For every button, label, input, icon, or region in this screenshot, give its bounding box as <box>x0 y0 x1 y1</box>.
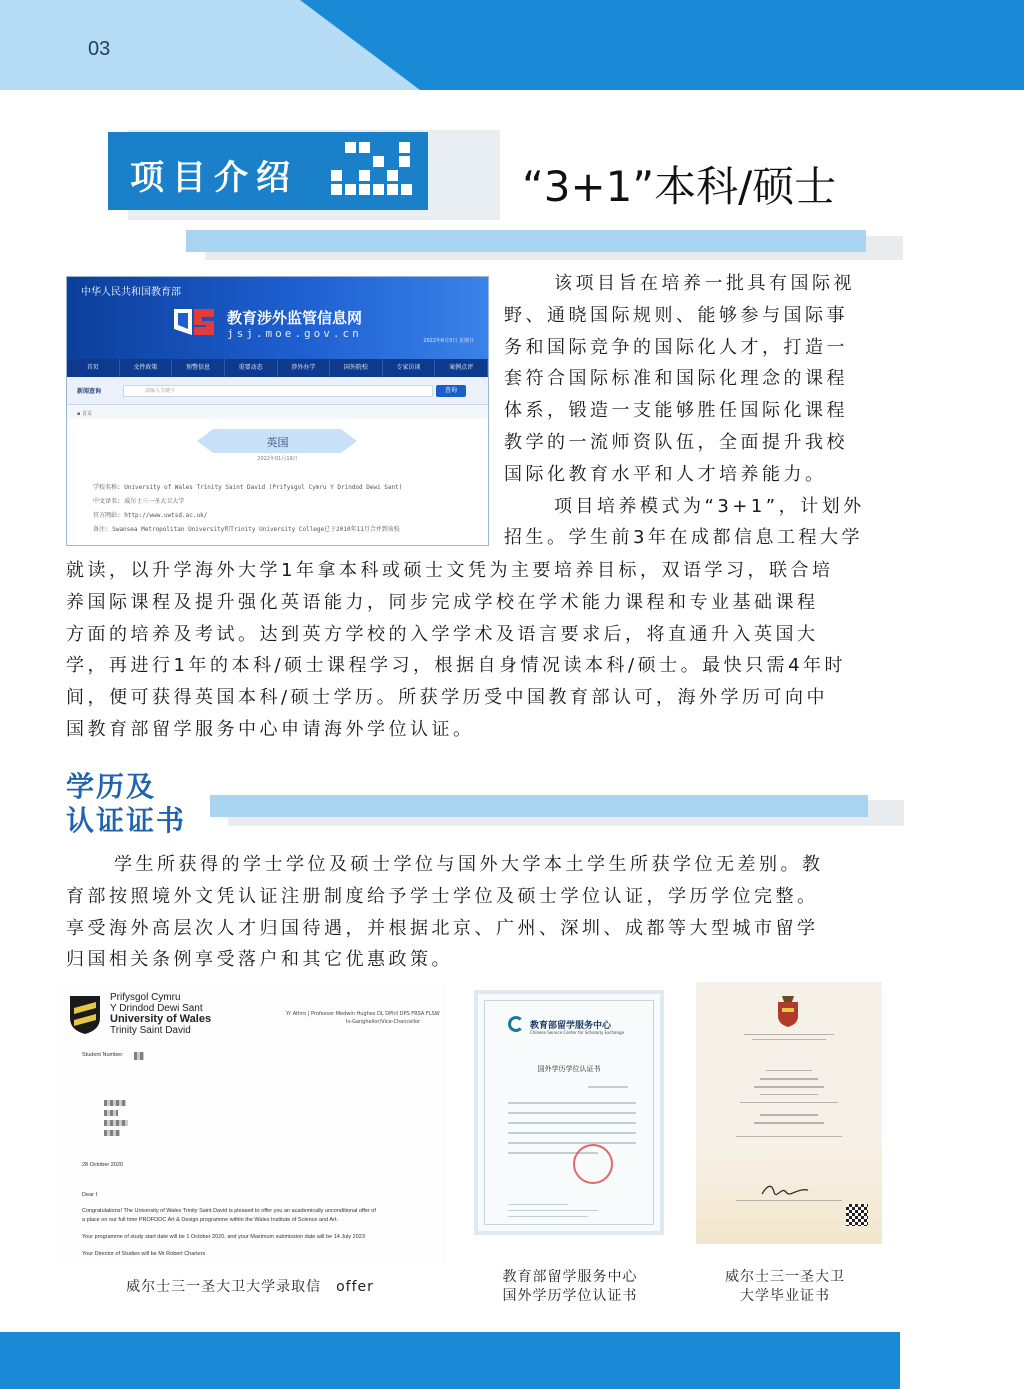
section2-underline <box>210 795 868 817</box>
moe-country-date: 2022年01月19日 <box>257 456 298 462</box>
text-line: 教学的一流师资队伍，全面提升我校 <box>504 431 848 453</box>
text-line-placeholder <box>508 1112 636 1114</box>
offer-greeting: Dear I <box>82 1192 97 1198</box>
text-line-placeholder <box>760 1114 818 1116</box>
text-line: 就读，以升学海外大学1年拿本科或硕士文凭为主要培养目标，双语学习，联合培 <box>66 560 834 581</box>
page-number: 03 <box>88 38 111 60</box>
moe-search-label: 新闻查询 <box>77 388 102 395</box>
text-line-placeholder <box>588 1086 628 1088</box>
offer-text-line: Your Director of Studies will be Mr Robert Charters <box>82 1251 206 1257</box>
cscse-org-name-en: Chinese Service Center for Scholarly Exchange <box>530 1030 625 1035</box>
caption-line: 国外学历学位认证书 <box>502 1288 638 1304</box>
vc-line: Is-Ganghellor/Vice-Chancellor <box>346 1019 421 1025</box>
text-line-placeholder <box>744 1034 834 1035</box>
certificate-paragraph <box>66 849 896 976</box>
student-number-label: Student Number: <box>82 1052 124 1058</box>
text-line-placeholder <box>508 1122 636 1124</box>
uni-name-line: Y Drindod Dewi Sant <box>110 1003 203 1014</box>
moe-content <box>67 419 488 546</box>
redacted-block <box>134 1052 144 1060</box>
text-line: 育部按照境外文凭认证注册制度给予学士学位及硕士学位认证，学历学位完整。 <box>66 885 819 907</box>
university-name <box>110 992 211 1036</box>
intro-paragraph <box>504 268 896 554</box>
moe-nav-item: 专家访谈 <box>383 359 436 377</box>
text-line: 归国相关条例享受落户和其它优惠政策。 <box>66 949 453 971</box>
official-seal-icon <box>573 1144 613 1184</box>
text-line: 国教育部留学服务中心申请海外学位认证。 <box>66 718 475 740</box>
redacted-block <box>104 1100 126 1106</box>
moe-logo-icon <box>172 305 216 339</box>
moe-website-screenshot <box>66 276 489 546</box>
text-line: 养国际课程及提升强化英语能力，同步完成学校在学术能力课程和专业基础课程 <box>66 591 819 613</box>
text-line: 体系，锻造一支能够胜任国际化课程 <box>504 400 848 422</box>
section2-title-line: 学历及 <box>66 770 157 803</box>
offer-caption: 威尔士三一圣大卫大学录取信 offer <box>126 1279 374 1295</box>
signature-icon <box>760 1182 810 1198</box>
offer-text-line: a place on our full time PROFDOC Art & Design programme within the Wales Institute of Science and Art. <box>82 1217 338 1223</box>
text-line-placeholder <box>754 1086 824 1088</box>
section-title: 项目介绍 <box>130 158 298 198</box>
text-line-placeholder <box>740 1102 838 1103</box>
moe-header <box>67 277 488 359</box>
moe-site-name: 教育涉外监管信息网 <box>227 309 363 327</box>
cscse-org-name: 教育部留学服务中心 <box>530 1021 612 1031</box>
text-line: 国际化教育水平和人才培养能力。 <box>504 463 827 485</box>
text-line-placeholder <box>508 1216 588 1217</box>
pixel-decoration <box>325 140 415 206</box>
text-line: 学，再进行1年的本科/硕士课程学习，根据自身情况读本科/硕士。最快只需4年时 <box>66 655 847 677</box>
caption-line: 教育部留学服务中心 <box>502 1269 638 1285</box>
redacted-block <box>104 1120 128 1126</box>
text-line: 招生。学生前3年在成都信息工程大学 <box>504 527 863 549</box>
text-line: 该项目旨在培养一批具有国际视 <box>554 273 855 294</box>
moe-header-date: 2022年6月5日 星期日 <box>423 338 474 344</box>
text-line-placeholder <box>766 1070 812 1071</box>
moe-search-bar <box>67 377 488 405</box>
offer-text-line: Congratulations! The University of Wales Trinity Saint David is pleased to offer you an academically unconditional offer of <box>82 1208 376 1214</box>
text-line-placeholder <box>508 1204 568 1205</box>
certificate-title: 国外学历学位认证书 <box>537 1065 601 1073</box>
offer-date: 28 October 2020 <box>82 1162 123 1168</box>
moe-info-line: 中文译名: 威尔士三一圣大卫大学 <box>93 498 185 505</box>
text-line-placeholder <box>736 1200 842 1201</box>
caption-line: 大学毕业证书 <box>740 1288 830 1304</box>
moe-nav-bar <box>67 359 488 377</box>
moe-nav-item: 预警信息 <box>172 359 225 377</box>
text-line-placeholder <box>508 1102 636 1104</box>
uni-name-line: Trinity Saint David <box>110 1025 191 1036</box>
crest-icon <box>774 994 802 1028</box>
caption-line: 威尔士三一圣大卫 <box>725 1269 845 1285</box>
text-line: 享受海外高层次人才归国待遇，并根据北京、广州、深圳、成都等大型城市留学 <box>66 917 819 939</box>
section2-title-line: 认证证书 <box>66 804 187 837</box>
diploma-image <box>696 982 882 1244</box>
text-line: 学生所获得的学士学位及硕士学位与国外大学本土学生所获学位无差别。教 <box>114 854 824 875</box>
cscse-logo-icon <box>508 1016 524 1032</box>
offer-letter-image <box>54 982 446 1264</box>
text-line-placeholder <box>760 1078 818 1080</box>
moe-site-url: jsj.moe.gov.cn <box>227 327 362 340</box>
moe-nav-item: 文件政策 <box>120 359 173 377</box>
text-line-placeholder <box>508 1142 636 1144</box>
moe-info-line: 学校名称: University of Wales Trinity Saint David (Prifysgol Cymru Y Drindod Dewi Sant) <box>93 484 403 491</box>
text-line: 套符合国际标准和国际化理念的课程 <box>504 368 848 390</box>
text-line: 务和国际竞争的国际化人才，打造一 <box>504 336 848 358</box>
moe-nav-item: 国外院校 <box>330 359 383 377</box>
text-line-placeholder <box>508 1210 598 1211</box>
program-title: “3+1”本科/硕士 <box>522 162 837 211</box>
university-crest-icon <box>68 994 102 1036</box>
vc-line: Yr Athro | Professor Medwin Hughes DL DPhil DPS FRSA FLSW <box>286 1011 440 1017</box>
moe-breadcrumb: ▪ 首页 <box>77 411 92 417</box>
moe-country-name: 英国 <box>266 436 289 449</box>
moe-info-line: 官方网站: http://www.uwtsd.ac.uk/ <box>93 512 208 519</box>
text-line: 项目培养模式为“3+1”，计划外 <box>554 495 865 517</box>
header-underline <box>186 230 866 252</box>
text-line-placeholder <box>508 1132 636 1134</box>
moe-nav-item: 涉外办学 <box>278 359 331 377</box>
section2-title <box>66 770 186 838</box>
uni-name-line: Prifysgol Cymru <box>110 992 181 1003</box>
text-line-placeholder <box>754 1122 824 1124</box>
qr-code-icon <box>846 1204 868 1226</box>
text-line-placeholder <box>760 1094 818 1095</box>
cscse-certificate-image <box>474 990 664 1235</box>
diploma-caption <box>680 1268 890 1306</box>
uni-name-line: University of Wales <box>110 1013 212 1025</box>
text-line-placeholder <box>752 1039 826 1040</box>
cscse-caption <box>460 1268 680 1306</box>
moe-search-placeholder: 请输入关键字 <box>145 388 176 394</box>
text-line: 方面的培养及考试。达到英方学校的入学学术及语言要求后，将直通升入英国大 <box>66 623 819 645</box>
text-line: 间，便可获得英国本科/硕士学历。所获学历受中国教育部认可，海外学历可向中 <box>66 687 829 709</box>
redacted-block <box>104 1130 120 1136</box>
moe-ministry-name: 中华人民共和国教育部 <box>81 287 181 298</box>
offer-text-line: Your programme of study start date will be 1 October 2020, and your Maximum submission date will be 14 July 2023 <box>82 1234 365 1240</box>
moe-info-line: 备注: Swansea Metropolitan University和Trinity University College已于2010年11月合并到该校 <box>93 526 400 533</box>
moe-nav-item: 案例点评 <box>435 359 488 377</box>
text-line: 野、通晓国际规则、能够参与国际事 <box>504 304 848 326</box>
mode-paragraph <box>66 555 896 746</box>
moe-search-button: 查询 <box>436 385 466 397</box>
moe-nav-item: 重要动态 <box>225 359 278 377</box>
moe-school-info <box>93 481 402 537</box>
vice-chancellor <box>286 1010 440 1026</box>
bottom-banner <box>0 1332 900 1389</box>
redacted-block <box>104 1110 118 1116</box>
moe-nav-item: 首页 <box>67 359 120 377</box>
